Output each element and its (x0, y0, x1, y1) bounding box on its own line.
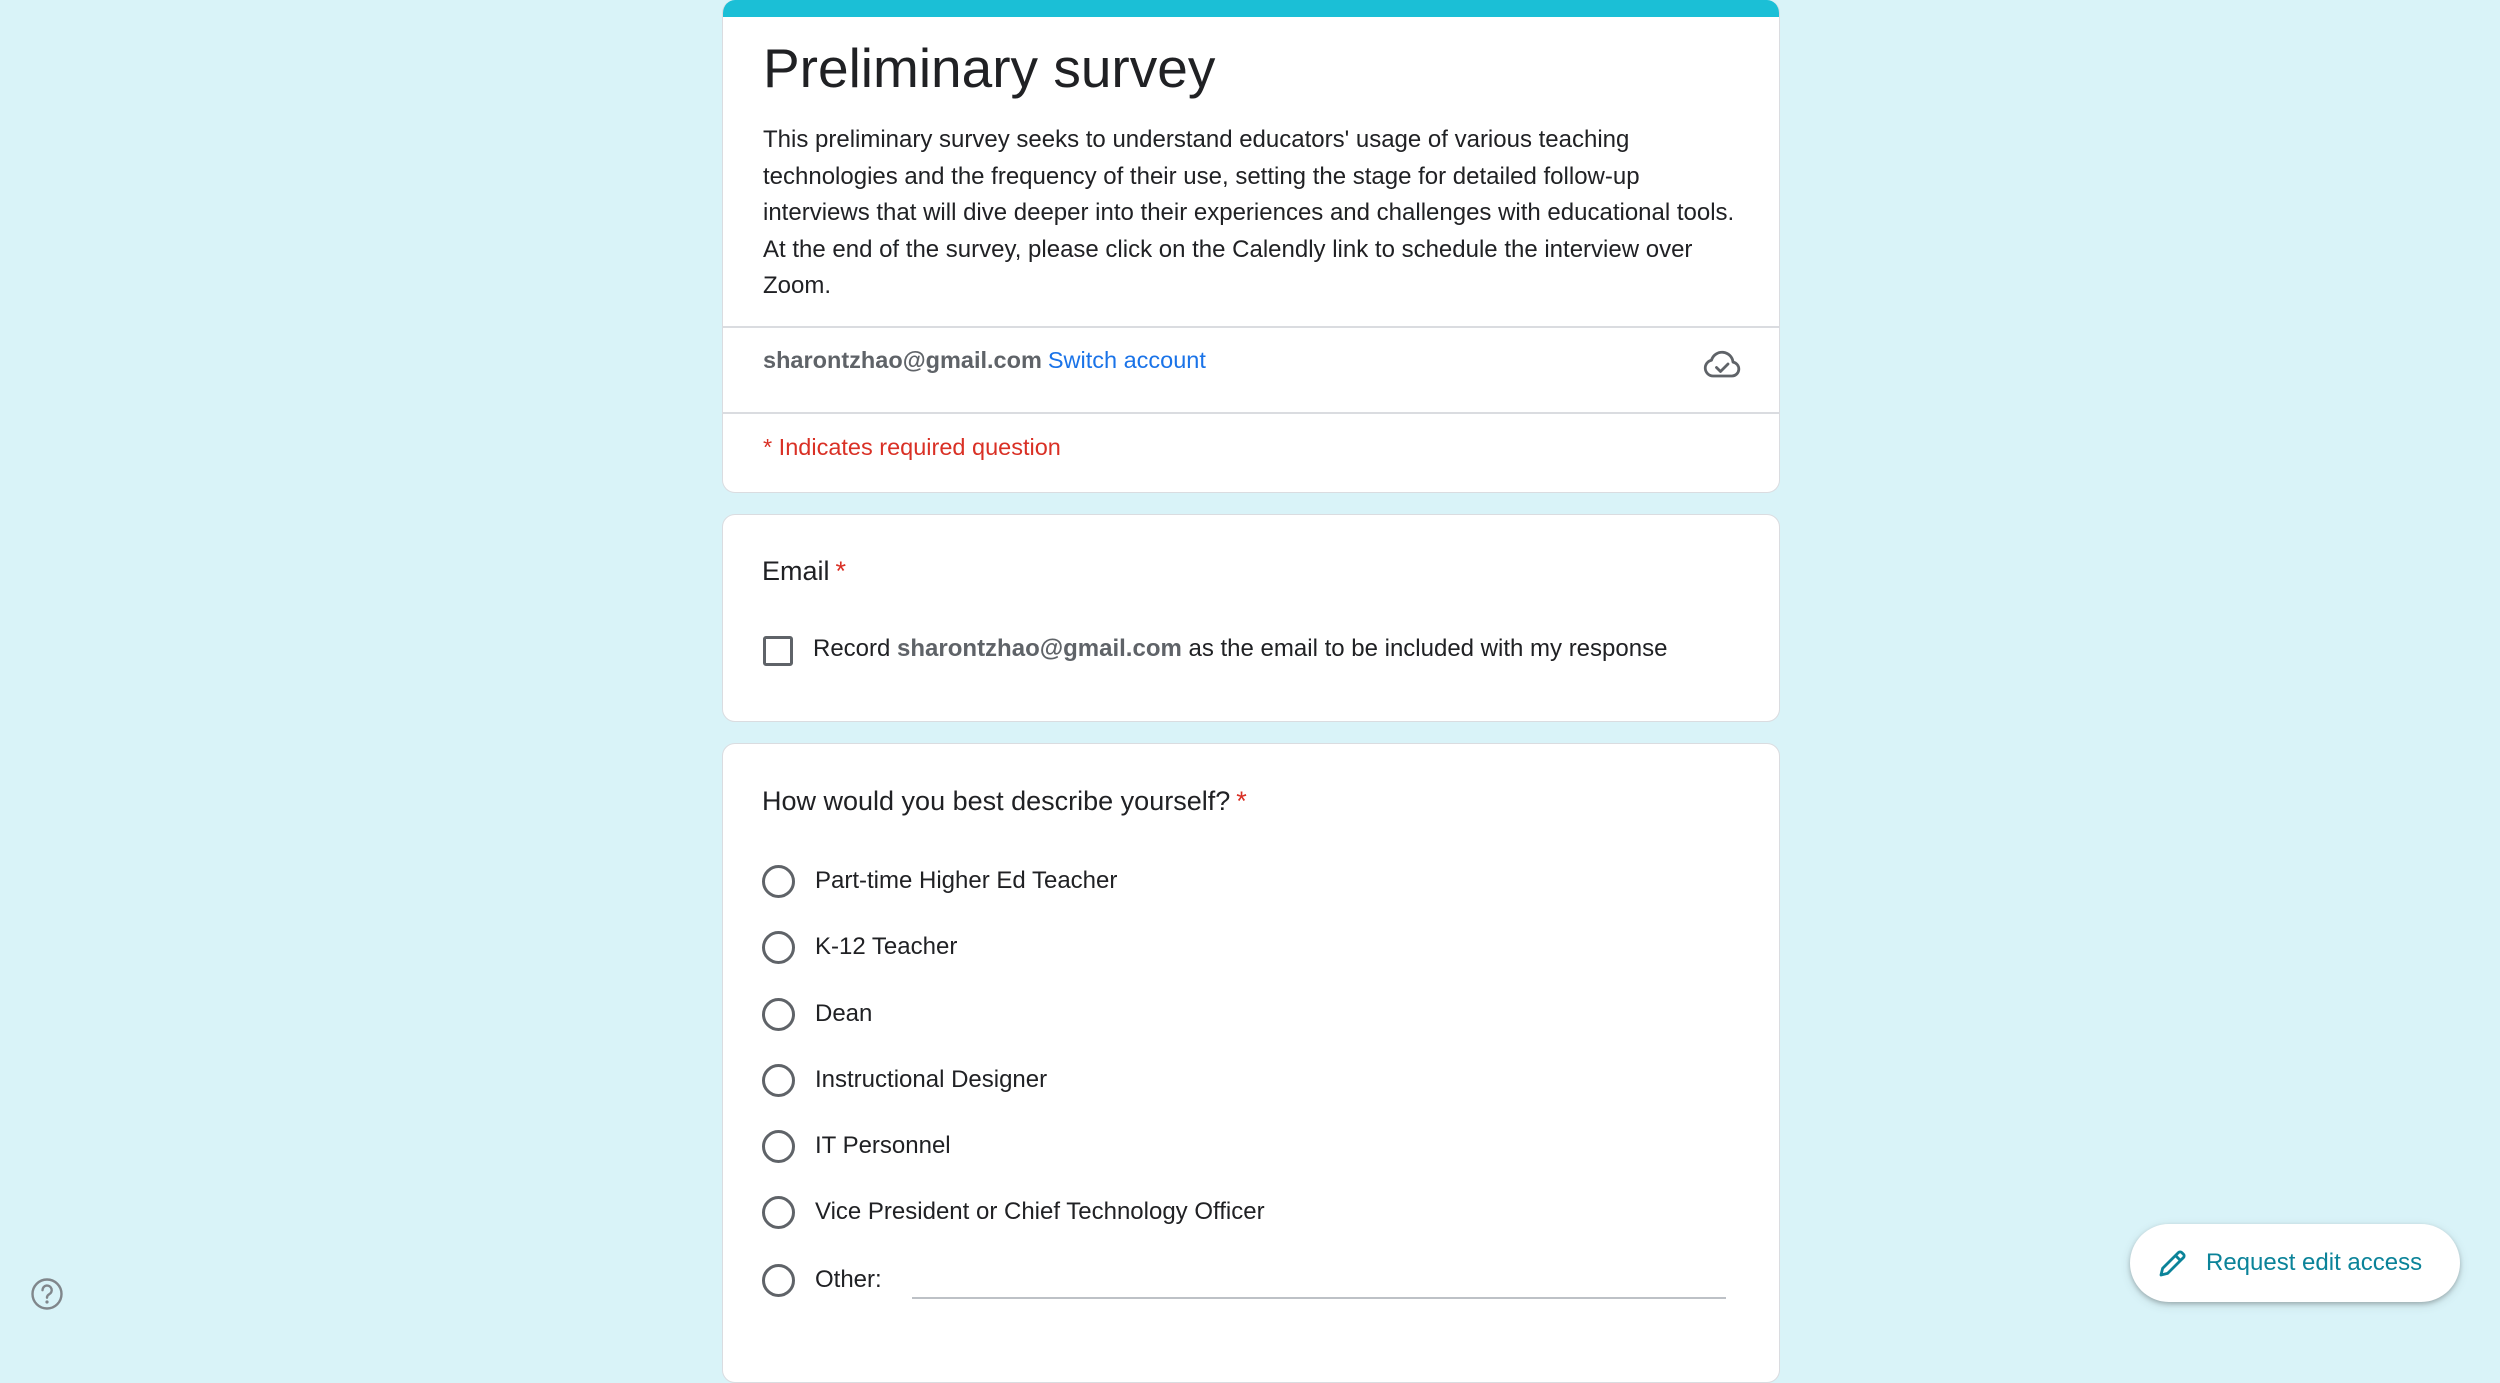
radio-button[interactable] (762, 1130, 795, 1163)
radio-option-instructional-designer[interactable] (762, 1063, 1047, 1097)
form-accent-bar (723, 0, 1779, 17)
radio-option-label: Other: (815, 1266, 882, 1293)
radio-option-label: IT Personnel (815, 1132, 951, 1159)
record-email-suffix: as the email to be included with my response (1188, 635, 1668, 662)
radio-option-label: Part-time Higher Ed Teacher (815, 867, 1118, 894)
radio-option-k12-teacher[interactable] (762, 930, 957, 964)
radio-option-it-personnel[interactable] (762, 1129, 951, 1163)
record-email-address: sharontzhao@gmail.com (897, 635, 1182, 662)
form-column (722, 0, 1780, 1383)
describe-question-label: How would you best describe yourself? (762, 786, 1231, 816)
radio-option-label: Instructional Designer (815, 1066, 1048, 1093)
help-icon[interactable] (30, 1277, 64, 1311)
request-edit-access-button[interactable] (2130, 1224, 2460, 1302)
radio-option-label: Dean (815, 1000, 873, 1027)
email-question-card (722, 514, 1780, 722)
divider (723, 412, 1779, 414)
required-star: * (835, 556, 847, 586)
record-email-checkbox[interactable] (763, 636, 793, 666)
radio-option-label: K-12 Teacher (815, 933, 958, 960)
other-text-input[interactable] (912, 1297, 1726, 1299)
describe-question-title (762, 786, 1247, 817)
divider (723, 326, 1779, 328)
radio-option-vp-or-cto[interactable] (762, 1195, 1265, 1229)
account-email: sharontzhao@gmail.com (763, 347, 1042, 373)
form-title: Preliminary survey (763, 37, 1216, 99)
pencil-icon (2156, 1246, 2190, 1280)
account-row (763, 347, 1206, 374)
radio-button[interactable] (762, 931, 795, 964)
record-email-label[interactable] (813, 635, 1667, 663)
radio-button[interactable] (762, 998, 795, 1031)
radio-option-label: Vice President or Chief Technology Officer (815, 1198, 1265, 1225)
cloud-saved-icon (1703, 350, 1741, 380)
record-email-prefix: Record (813, 635, 891, 662)
email-question-label: Email (762, 556, 830, 586)
request-edit-access-label: Request edit access (2206, 1249, 2423, 1276)
email-question-title (762, 556, 846, 587)
form-description: This preliminary survey seeks to understand educators' usage of various teaching technologies and the frequency of their use, setting the stage for detailed follow-up interviews that will dive deeper into their experiences and challenges with educational tools. At the end of the survey, please click on the Calendly link to schedule the interview over Zoom. (763, 126, 1747, 300)
radio-button[interactable] (762, 865, 795, 898)
radio-option-part-time-higher-ed-teacher[interactable] (762, 864, 1117, 898)
radio-button[interactable] (762, 1196, 795, 1229)
required-note: * Indicates required question (763, 434, 1061, 460)
radio-button[interactable] (762, 1264, 795, 1297)
required-star: * (1236, 786, 1247, 816)
radio-option-dean[interactable] (762, 997, 872, 1031)
form-header-card (722, 0, 1780, 493)
switch-account-link[interactable]: Switch account (1047, 347, 1206, 373)
radio-button[interactable] (762, 1064, 795, 1097)
help-icon-glyph (30, 1277, 64, 1311)
radio-option-other[interactable] (762, 1263, 882, 1297)
